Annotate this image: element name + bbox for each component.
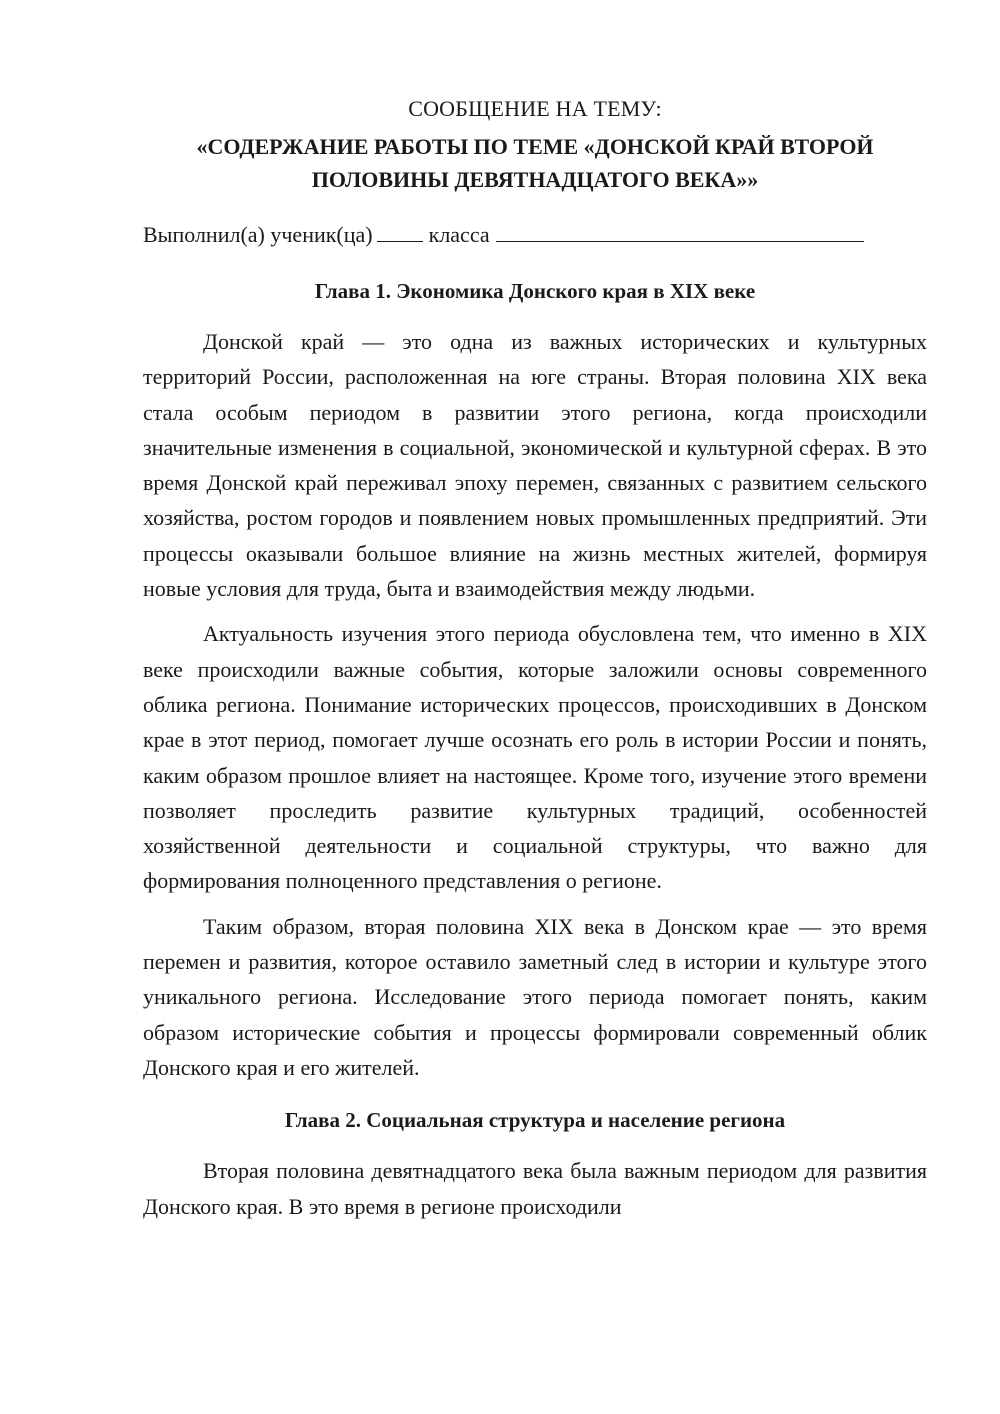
chapter-heading: Глава 1. Экономика Донского края в XIX веке [314,279,756,303]
author-prefix: Выполнил(а) ученик(ца) [143,222,373,247]
document-title: СООБЩЕНИЕ НА ТЕМУ: [408,96,662,121]
chapter-1 [143,274,927,1085]
author-middle: класса [428,222,490,247]
document-subtitle: «СОДЕРЖАНИЕ РАБОТЫ ПО ТЕМЕ «ДОНСКОЙ КРАЙ ВТОРОЙ ПОЛОВИНЫ ДЕВЯТНАДЦАТОГО ВЕКА»» [196,134,874,192]
chapter-2 [143,1103,927,1224]
class-blank-field [377,219,423,242]
author-line [143,218,927,252]
name-blank-field [496,219,864,242]
document-page [143,92,927,1234]
paragraph: Актуальность изучения этого периода обусловлена тем, что именно в XIX веке происходили важные события, которые заложили основы современного облика региона. Понимание исторических процессов, происходивших в Донском крае в этот период, помогает лучше осознать его роль в истории России и понять, каким образом прошлое влияет на настоящее. Кроме того, изучение этого времени позволяет проследить развитие культурных традиций, особенностей хозяйственной деятельности и социальной структуры, что важно для формирования полноценного представления о регионе. [143,621,927,894]
chapter-heading: Глава 2. Социальная структура и население региона [284,1108,786,1133]
paragraph: Таким образом, вторая половина XIX века в Донском крае — это время перемен и развития, которое оставило заметный след в истории и культуре этого уникального региона. Исследование этого периода помогает понять, каким образом исторические события и процессы формировали современный облик Донского края и его жителей. [143,913,927,1080]
paragraph: Донской край — это одна из важных исторических и культурных территорий России, расположенная на юге страны. Вторая половина XIX века стала особым периодом в развитии этого региона, когда происходили значительные изменения в социальной, экономической и культурной сферах. В это время Донской край переживал эпоху перемен, связанных с развитием сельского хозяйства, ростом городов и появлением новых промышленных предприятий. Эти процессы оказывали большое влияние на жизнь местных жителей, формируя новые условия для труда, быта и взаимодействия между людьми. [143,329,927,602]
paragraph: Вторая половина девятнадцатого века была важным периодом для развития Донского края. В это время в регионе происходили [143,1158,927,1219]
